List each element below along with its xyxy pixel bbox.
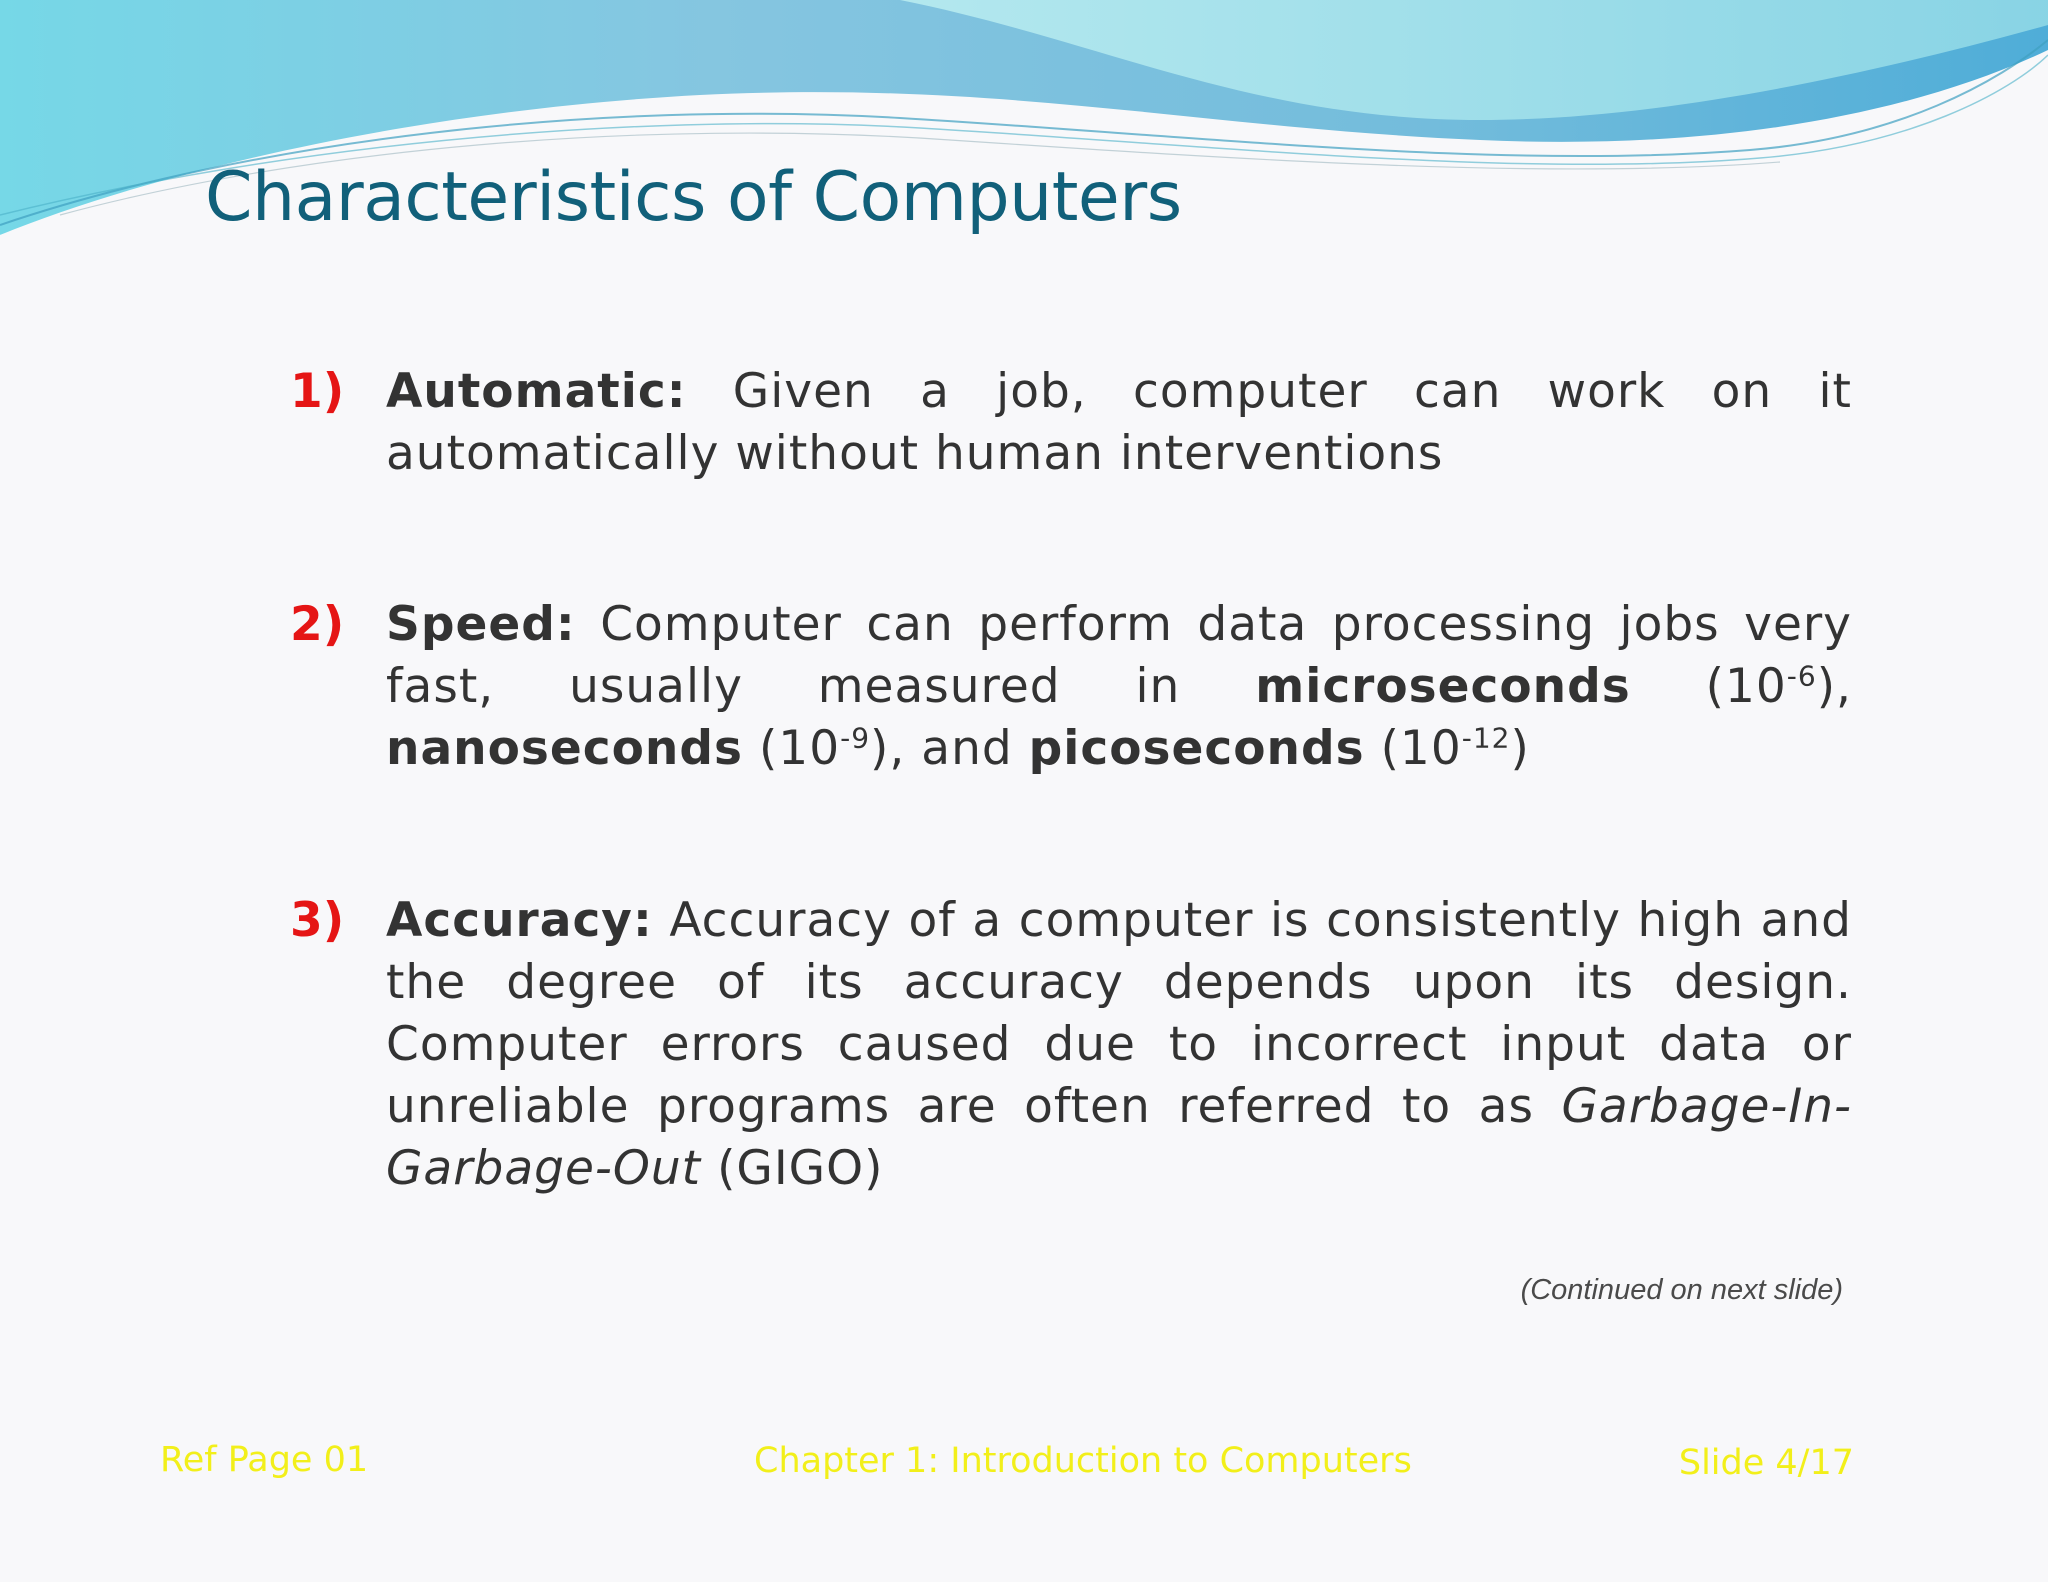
unit-close: ), and xyxy=(870,721,1013,776)
item-description: Given a job, computer can work on it automatically without human interventions xyxy=(386,364,1852,481)
item-number: 2) xyxy=(290,597,345,652)
item-label: Speed: xyxy=(386,597,576,652)
unit-exponent: -6 xyxy=(1786,659,1817,693)
footer-slide-number: Slide 4/17 xyxy=(1678,1443,1854,1483)
unit-close: ), xyxy=(1816,659,1852,714)
item-body xyxy=(386,361,1852,485)
unit-base: (10 xyxy=(758,721,841,776)
unit-base: (10 xyxy=(1705,659,1787,714)
term-microseconds: microseconds xyxy=(1255,659,1631,714)
unit-exponent: -12 xyxy=(1461,721,1511,755)
term-gigo: Garbage-In-Garbage-Out xyxy=(386,1079,1852,1196)
item-body xyxy=(386,890,1852,1200)
item-number: 1) xyxy=(290,364,345,419)
term-picoseconds: picoseconds xyxy=(1028,721,1365,776)
item-description: Computer can perform data processing jobs very fast, usually measured in xyxy=(386,597,1852,714)
item-label: Accuracy: xyxy=(386,893,653,948)
unit-base: (10 xyxy=(1380,721,1462,776)
footer-ref-page: Ref Page 01 xyxy=(160,1440,369,1480)
item-description: Accuracy of a computer is consistently high and the degree of its accuracy depends upon its design. Computer errors caused due to incorrect input data or unreliable programs are often referred to as xyxy=(386,893,1852,1134)
unit-exponent: -9 xyxy=(840,721,871,755)
unit-close: ) xyxy=(1510,721,1530,776)
acronym: (GIGO) xyxy=(717,1141,884,1196)
continued-note: (Continued on next slide) xyxy=(1520,1274,1843,1306)
footer-chapter: Chapter 1: Introduction to Computers xyxy=(754,1441,1412,1481)
term-nanoseconds: nanoseconds xyxy=(386,721,744,776)
item-label: Automatic: xyxy=(386,364,687,419)
item-body xyxy=(386,594,1852,780)
slide-title: Characteristics of Computers xyxy=(205,158,1182,237)
item-number: 3) xyxy=(290,893,345,948)
